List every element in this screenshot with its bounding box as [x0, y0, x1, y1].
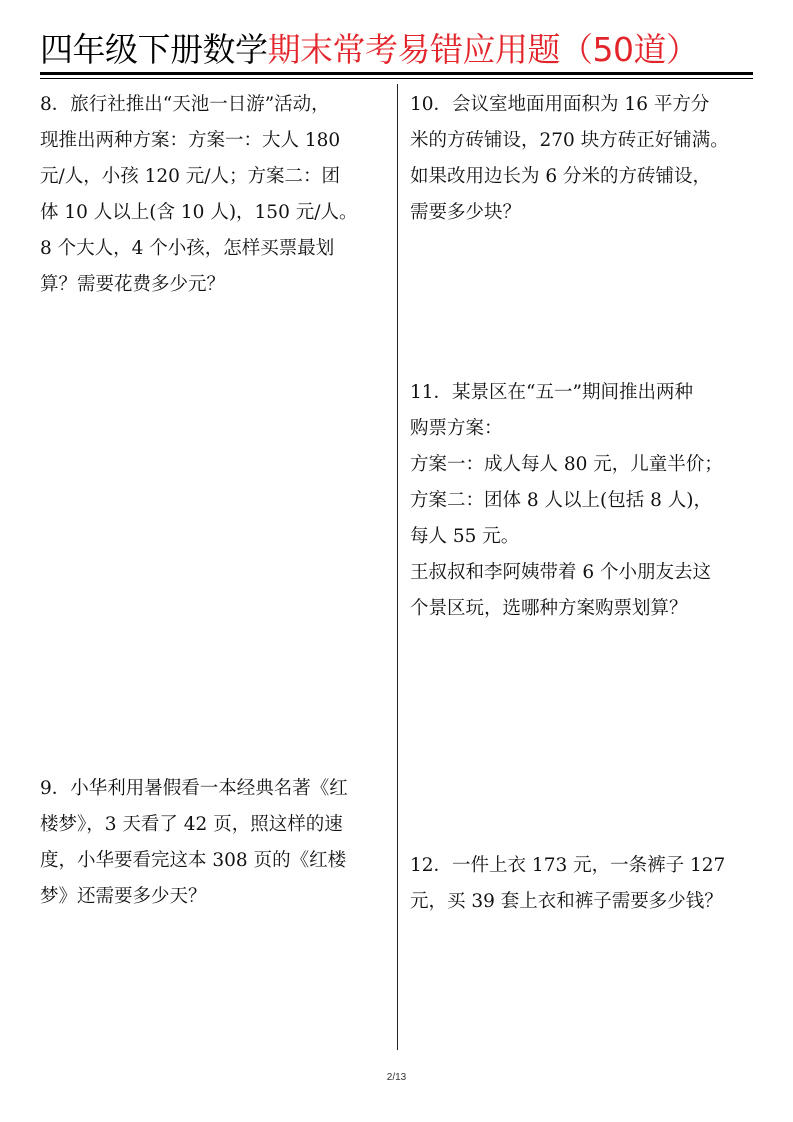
question-10-line: 需要多少块？ [410, 202, 522, 223]
question-8-line: 算？需要花费多少元？ [40, 274, 226, 295]
question-11-line: 方案二：团体 8 人以上(包括 8 人)， [410, 490, 712, 511]
question-8-line: 元/人，小孩 120 元/人；方案二：团 [40, 166, 341, 187]
question-8-line: 现推出两种方案：方案一：大人 180 [40, 130, 341, 151]
question-10-line: 10．会议室地面用面积为 16 平方分 [410, 94, 710, 115]
title-underline-thin [40, 78, 753, 79]
question-8 [40, 87, 357, 303]
title-underline-thick [40, 72, 753, 75]
question-11-line: 方案一：成人每人 80 元，儿童半价； [410, 454, 723, 475]
question-12-line: 元，买 39 套上衣和裤子需要多少钱？ [410, 891, 723, 912]
question-9-line: 度，小华要看完这本 308 页的《红楼 [40, 850, 347, 871]
question-11-line: 购票方案： [410, 418, 503, 439]
title-red-part: 期末常考易错应用题（50道） [267, 30, 699, 69]
question-10 [410, 87, 729, 231]
question-9 [40, 771, 348, 915]
question-11-line: 王叔叔和李阿姨带着 6 个小朋友去这 [410, 562, 712, 583]
question-8-line: 8 个大人，4 个小孩，怎样买票最划 [40, 238, 335, 259]
question-8-line: 8．旅行社推出“天池一日游”活动， [40, 94, 330, 115]
question-9-line: 楼梦》，3 天看了 42 页，照这样的速 [40, 814, 343, 835]
question-11-line: 个景区玩，选哪种方案购票划算？ [410, 598, 688, 619]
question-12-line: 12．一件上衣 173 元，一条裤子 127 [410, 855, 726, 876]
column-divider [397, 84, 398, 1050]
question-8-line: 体 10 人以上(含 10 人)，150 元/人。 [40, 202, 358, 223]
question-10-line: 米的方砖铺设，270 块方砖正好铺满。 [410, 130, 729, 151]
question-10-line: 如果改用边长为 6 分米的方砖铺设， [410, 166, 712, 187]
page-title [40, 28, 753, 72]
page-number: 2/13 [386, 1072, 407, 1083]
question-11-line: 每人 55 元。 [410, 526, 520, 547]
question-9-line: 梦》还需要多少天？ [40, 886, 207, 907]
question-11-line: 11．某景区在“五一”期间推出两种 [410, 382, 693, 403]
question-12 [410, 848, 725, 920]
title-black-part: 四年级下册数学 [40, 30, 268, 69]
question-11 [410, 375, 723, 627]
question-9-line: 9．小华利用暑假看一本经典名著《红 [40, 778, 348, 799]
